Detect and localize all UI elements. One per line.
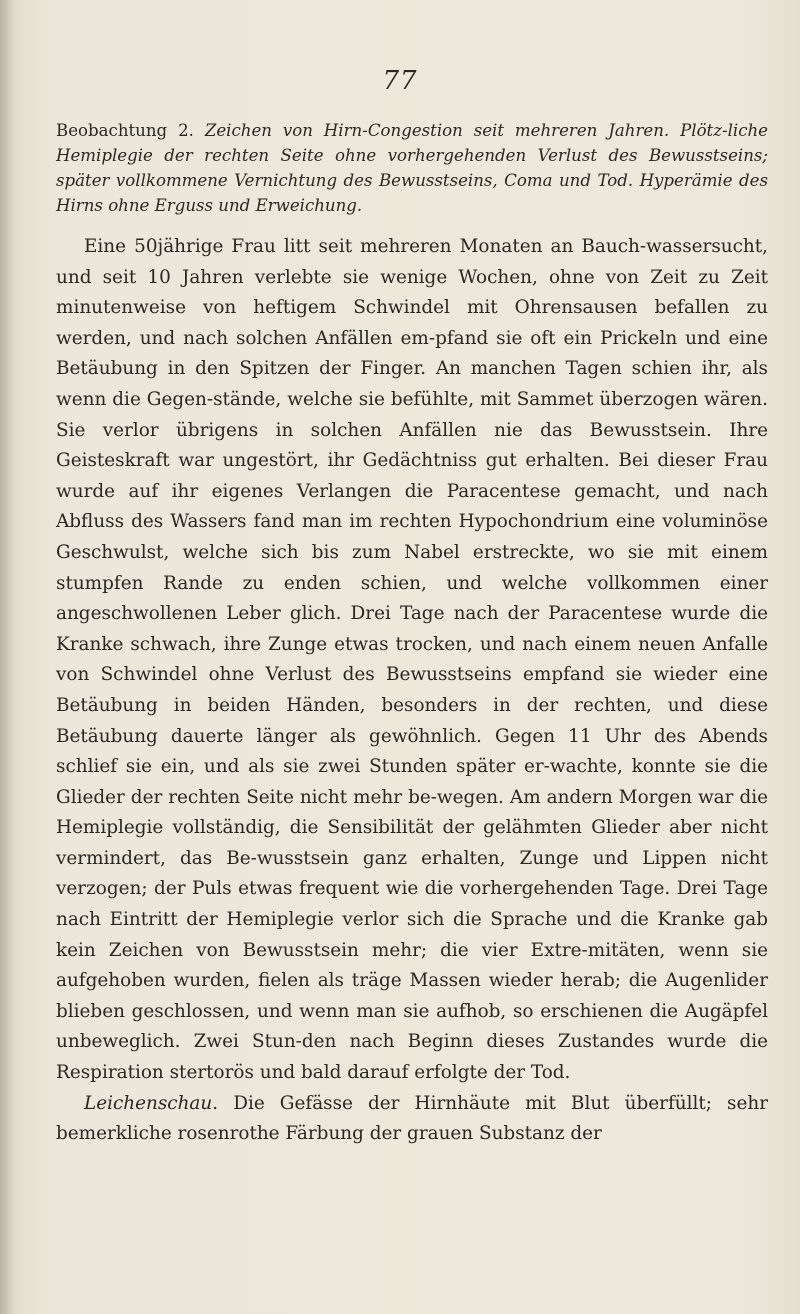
case-report-paragraph: Eine 50jährige Frau litt seit mehreren Monaten an Bauch-wassersucht, und seit 10 Jahren verlebte sie wenige Wochen, ohne von Zeit zu Zeit minutenweise von heftigem Schwindel mit Ohrensausen befallen zu werden, und nach solchen Anfällen em-pfand sie oft ein Prickeln und eine Betäubung in den Spitzen der Finger. An manchen Tagen schien ihr, als wenn die Gegen-stände, welche sie befühlte, mit Sammet überzogen wären. Sie verlor übrigens in solchen Anfällen nie das Bewusstsein. Ihre Geisteskraft war ungestört, ihr Gedächtniss gut erhalten. Bei dieser Frau wurde auf ihr eigenes Verlangen die Paracentese gemacht, und nach Abfluss des Wassers fand man im rechten Hypochondrium eine voluminöse Geschwulst, welche sich bis zum Nabel erstreckte, wo sie mit einem stumpfen Rande zu enden schien, und welche vollkommen einer angeschwollenen Leber glich. Drei Tage nach der Paracentese wurde die Kranke schwach, ihre Zunge etwas trocken, und nach einem neuen Anfalle von Schwindel ohne Verlust des Bewusstseins empfand sie wieder eine Betäubung in beiden Händen, besonders in der rechten, und diese Betäubung dauerte länger als gewöhnlich. Gegen 11 Uhr des Abends schlief sie ein, und als sie zwei Stunden später er-wachte, konnte sie die Glieder der rechten Seite nicht mehr be-wegen. Am andern Morgen war die Hemiplegie vollständig, die Sensibilität der gelähmten Glieder aber nicht vermindert, das Be-wusstsein ganz erhalten, Zunge und Lippen nicht verzogen; der Puls etwas frequent wie die vorhergehenden Tage. Drei Tage nach Eintritt der Hemiplegie verlor sich die Sprache und die Kranke gab kein Zeichen von Bewusstsein mehr; die vier Extre-mitäten, wenn sie aufgehoben wurden, fielen als träge Massen wieder herab; die Augenlider blieben geschlossen, und wenn man sie aufhob, so erschienen die Augäpfel unbeweglich. Zwei Stun-den nach Beginn dieses Zustandes wurde die Respiration stertorös und bald darauf erfolgte der Tod. bbox=[56, 236, 768, 1084]
observation-heading bbox=[56, 118, 768, 218]
binding-shadow bbox=[0, 0, 14, 1314]
autopsy-text: Die Gefässe der Hirnhäute mit Blut überfüllt; sehr bemerkliche rosenrothe Färbung der grauen Substanz der bbox=[56, 1092, 768, 1145]
observation-title: Zeichen von Hirn-Congestion seit mehreren Jahren. Plötz-liche Hemiplegie der rechten Seite ohne vorhergehenden Verlust des Bewusstseins; später vollkommene Vernichtung des Bewusstseins, Coma und Tod. Hyperämie des Hirns ohne Erguss und Erweichung. bbox=[56, 121, 768, 215]
page-content bbox=[56, 118, 768, 1150]
autopsy-label: Leichenschau. bbox=[84, 1092, 219, 1114]
autopsy-paragraph bbox=[56, 1089, 768, 1150]
page-number: 77 bbox=[382, 66, 418, 96]
observation-label: Beobachtung 2. bbox=[56, 121, 194, 140]
